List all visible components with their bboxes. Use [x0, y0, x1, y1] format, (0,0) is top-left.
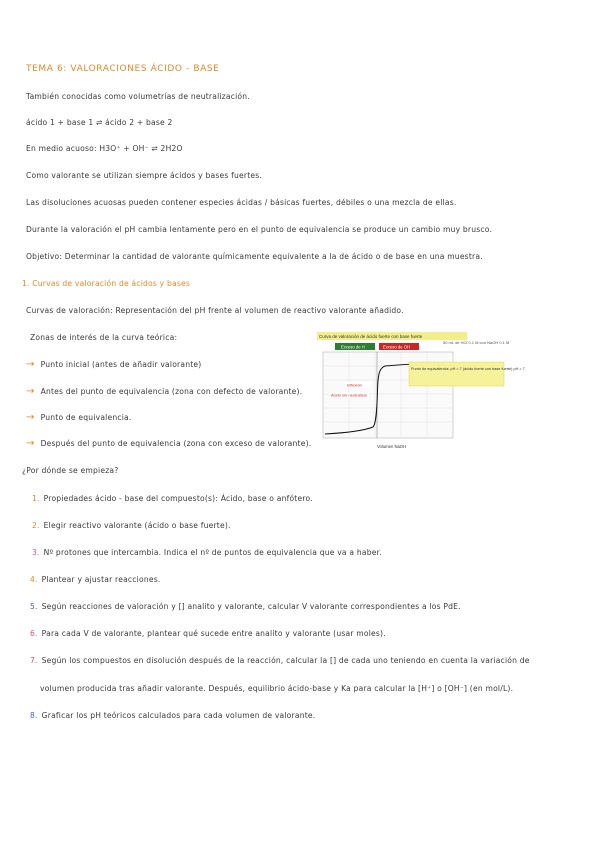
- zones-intro: Zonas de interés de la curva teórica:: [30, 333, 178, 342]
- step-item: [30, 575, 161, 584]
- arrow-right-icon: →: [26, 359, 35, 370]
- step-text: Propiedades ácido - base del compuesto(s): Ácido, base o anfótero.: [43, 494, 313, 503]
- label-upper: Inflexión: [347, 382, 362, 388]
- zone-label: Punto inicial (antes de añadir valorante): [40, 360, 202, 369]
- step-text: Según reacciones de valoración y [] analito y valorante, calcular V valorante correspondientes a los PdE.: [41, 602, 461, 611]
- callout-bg: [409, 362, 504, 386]
- zone-label: Punto de equivalencia.: [40, 413, 132, 422]
- step-number: 2.: [32, 521, 40, 530]
- step-item: [30, 711, 315, 720]
- zone-item: [26, 438, 311, 449]
- step-number: 4.: [30, 575, 38, 584]
- zone-label: Antes del punto de equivalencia (zona con defecto de valorante).: [40, 387, 303, 396]
- intro-solutions: Las disoluciones acuosas pueden contener especies ácidas / básicas fuertes, débiles o una mezcla de ellas.: [26, 198, 457, 207]
- step-number: 6.: [30, 629, 38, 638]
- figure-header: Curva de valoración de ácido fuerte con base fuerte: [319, 334, 423, 339]
- step-text: Nº protones que intercambia. Indica el nº de puntos de equivalencia que va a haber.: [43, 548, 382, 557]
- section1-definition: Curvas de valoración: Representación del pH frente al volumen de reactivo valorante añadido.: [26, 306, 404, 315]
- intro-titrant: Como valorante se utilizan siempre ácidos y bases fuertes.: [26, 171, 263, 180]
- section1-heading: 1. Curvas de valoración de ácidos y bases: [22, 279, 191, 288]
- step-number: 7.: [30, 656, 38, 665]
- step-continuation: [40, 684, 513, 693]
- equation-general: ácido 1 + base 1 ⇌ ácido 2 + base 2: [26, 118, 173, 127]
- side-note-text: 50 mL de HCl 0.1 M con NaOH 0.1 M: [443, 340, 510, 345]
- arrow-right-icon: →: [26, 412, 35, 423]
- step-number: 1.: [32, 494, 40, 503]
- figure-side-note: [443, 340, 509, 345]
- zone-item: [26, 386, 302, 397]
- equation-water: En medio acuoso: H3O⁺ + OH⁻ ⇌ 2H2O: [26, 144, 183, 153]
- step-item: [30, 602, 461, 611]
- step-number: 3.: [32, 548, 40, 557]
- figure-xlabel: Volumen NaOH: [377, 444, 407, 449]
- arrow-right-icon: →: [26, 438, 35, 449]
- arrow-right-icon: →: [26, 386, 35, 397]
- step-item: [32, 494, 313, 503]
- page-title: TEMA 6: VALORACIONES ÁCIDO - BASE: [26, 64, 220, 74]
- step-number: 5.: [30, 602, 38, 611]
- intro-also-known: También conocidas como volumetrías de neutralización.: [26, 92, 250, 101]
- titration-curve-figure: [313, 330, 525, 452]
- label-lower: Ácido sin neutralizar: [331, 392, 368, 398]
- step-item: [32, 548, 382, 557]
- step-text: volumen producida tras añadir valorante. Después, equilibrio ácido-base y Ka para calcular la [H⁺] o [OH⁻] (en mol/L).: [40, 684, 514, 693]
- step-text: Para cada V de valorante, plantear qué sucede entre analito y valorante (usar moles).: [41, 629, 386, 638]
- steps-question: ¿Por dónde se empieza?: [22, 466, 119, 475]
- callout-text: Punto de equivalencia: pH = 7 (ácido fuerte con base fuerte) pH = 7: [411, 367, 525, 371]
- intro-objective: Objetivo: Determinar la cantidad de valorante químicamente equivalente a la de ácido o de base en una muestra.: [26, 252, 483, 261]
- step-text: Según los compuestos en disolución después de la reacción, calcular la [] de cada uno teniendo en cuenta la variación de: [41, 656, 530, 665]
- step-text: Graficar los pH teóricos calculados para cada volumen de valorante.: [41, 711, 316, 720]
- step-item: [30, 629, 386, 638]
- zone-item: [26, 412, 132, 423]
- intro-during: Durante la valoración el pH cambia lentamente pero en el punto de equivalencia se produce un cambio muy brusco.: [26, 225, 493, 234]
- step-number: 8.: [30, 711, 38, 720]
- step-item: [30, 656, 530, 665]
- tab-right: Exceso de OH: [383, 344, 410, 350]
- zone-label: Después del punto de equivalencia (zona con exceso de valorante).: [40, 439, 312, 448]
- tab-left: Exceso de H: [341, 344, 365, 350]
- zone-item: [26, 359, 201, 370]
- step-text: Plantear y ajustar reacciones.: [41, 575, 161, 584]
- step-text: Elegir reactivo valorante (ácido o base fuerte).: [43, 521, 231, 530]
- step-item: [32, 521, 231, 530]
